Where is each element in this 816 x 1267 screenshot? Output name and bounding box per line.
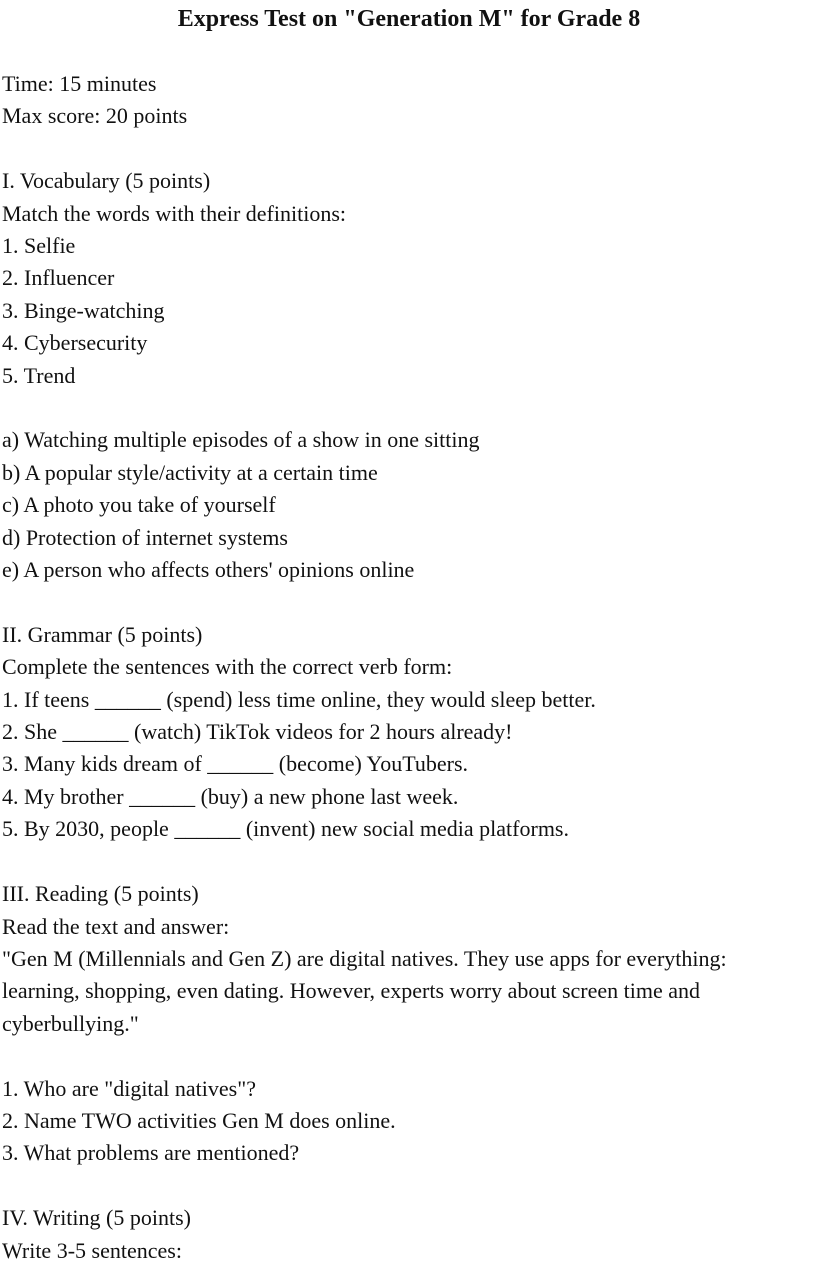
spacer [2, 392, 816, 424]
grammar-sentence: 3. Many kids dream of ______ (become) YouTubers. [2, 751, 469, 777]
section-instruction: Read the text and answer: [2, 913, 230, 939]
test-meta [2, 68, 816, 133]
vocab-definition: b) A popular style/activity at a certain time [2, 459, 378, 485]
reading-section [2, 878, 816, 1170]
max-score: Max score: 20 points [2, 103, 188, 129]
reading-question: 1. Who are "digital natives"? [2, 1075, 256, 1101]
spacer [2, 586, 816, 618]
vocab-definition: a) Watching multiple episodes of a show in one sitting [2, 427, 480, 453]
spacer [2, 1170, 816, 1202]
vocab-definition: c) A photo you take of yourself [2, 492, 276, 518]
vocab-word: 1. Selfie [2, 233, 76, 259]
vocab-word: 3. Binge-watching [2, 297, 165, 323]
section-instruction: Match the words with their definitions: [2, 200, 346, 226]
reading-question: 3. What problems are mentioned? [2, 1140, 300, 1166]
vocab-word: 4. Cybersecurity [2, 330, 148, 356]
writing-section [2, 1202, 816, 1267]
grammar-sentence: 5. By 2030, people ______ (invent) new social media platforms. [2, 816, 569, 842]
section-instruction: Complete the sentences with the correct verb form: [2, 654, 453, 680]
time-limit: Time: 15 minutes [2, 71, 157, 96]
vocabulary-section [2, 165, 816, 586]
section-instruction: Write 3-5 sentences: [2, 1237, 182, 1263]
section-heading: I. Vocabulary (5 points) [2, 168, 211, 194]
reading-text-line: learning, shopping, even dating. However, experts worry about screen time and [2, 978, 701, 1004]
reading-text-line: "Gen M (Millennials and Gen Z) are digital natives. They use apps for everything: [2, 945, 727, 971]
vocab-word: 5. Trend [2, 362, 76, 388]
grammar-sentence: 1. If teens ______ (spend) less time online, they would sleep better. [2, 686, 596, 712]
spacer [2, 1040, 816, 1072]
reading-question: 2. Name TWO activities Gen M does online. [2, 1107, 396, 1133]
document-title: Express Test on "Generation M" for Grade 8 [177, 6, 641, 32]
section-heading: III. Reading (5 points) [2, 881, 199, 907]
spacer [2, 133, 816, 165]
reading-text-line: cyberbullying." [2, 1010, 139, 1036]
section-heading: IV. Writing (5 points) [2, 1205, 191, 1231]
vocab-word: 2. Influencer [2, 265, 115, 291]
spacer [2, 846, 816, 878]
grammar-section [2, 619, 816, 846]
vocab-definition: e) A person who affects others' opinions online [2, 557, 415, 583]
grammar-sentence: 4. My brother ______ (buy) a new phone last week. [2, 783, 459, 809]
grammar-sentence: 2. She ______ (watch) TikTok videos for 2 hours already! [2, 719, 513, 745]
section-heading: II. Grammar (5 points) [2, 621, 203, 647]
vocab-definition: d) Protection of internet systems [2, 524, 288, 550]
